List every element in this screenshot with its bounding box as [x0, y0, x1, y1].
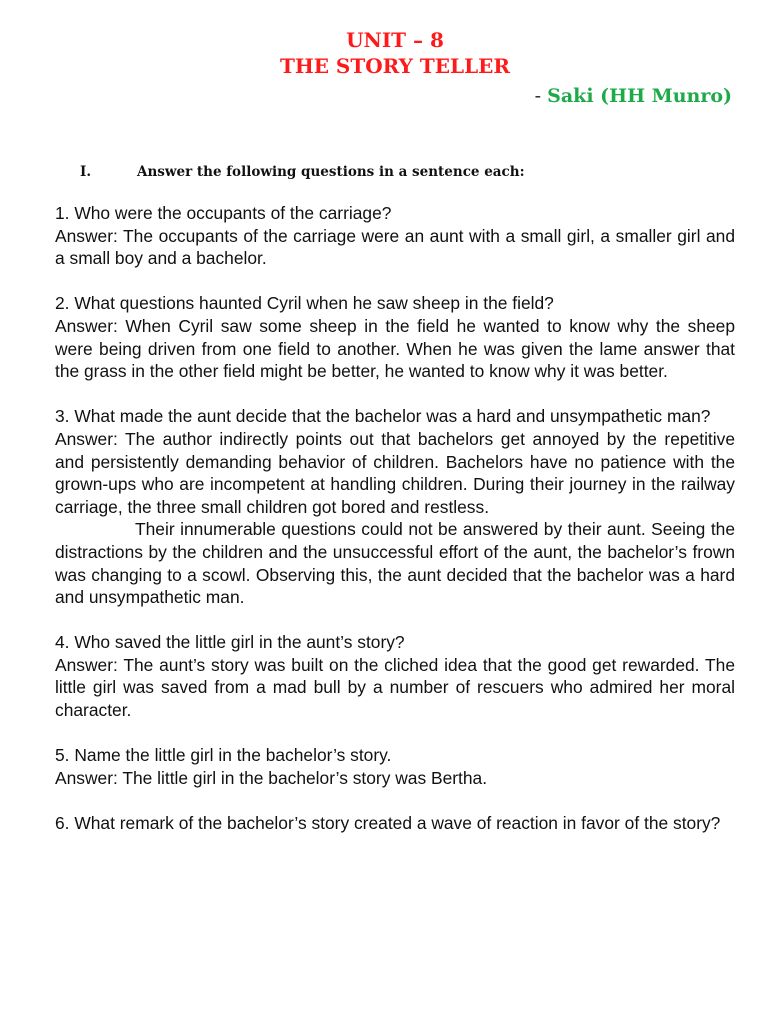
question-1: 1. Who were the occupants of the carriage? — [55, 203, 392, 223]
question-5: 5. Name the little girl in the bachelor’s story. — [55, 745, 392, 766]
section-number: I. — [80, 164, 92, 180]
author-dash: - — [534, 85, 542, 107]
question-2: 2. What questions haunted Cyril when he saw sheep in the field? — [55, 293, 554, 314]
qa-item-5 — [55, 744, 735, 789]
answer-2: Answer: When Cyril saw some sheep in the field he wanted to know why the sheep were being driven from one field to another. When he was given the lame answer that the grass in the other field might be better, he wanted to know why it was better. — [55, 315, 735, 382]
question-3: 3. What made the aunt decide that the bachelor was a hard and unsympathetic man? — [55, 406, 711, 427]
answer-1: Answer: The occupants of the carriage were an aunt with a small girl, a smaller girl and a small boy and a bachelor. — [55, 225, 735, 269]
story-title: THE STORY TELLER — [279, 54, 511, 78]
answer-3-continued: Their innumerable questions could not be answered by their aunt. Seeing the distractions by the children and the unsuccessful effort of the aunt, the bachelor’s frown was changing to a scowl. Observing this, the aunt decided that the bachelor was a hard and unsympathetic man. — [55, 519, 735, 608]
section-instruction: Answer the following questions in a sentence each: — [137, 164, 525, 180]
answer-5: Answer: The little girl in the bachelor’s story was Bertha. — [55, 767, 488, 788]
author-name: Saki (HH Munro) — [547, 85, 732, 107]
question-4: 4. Who saved the little girl in the aunt’s story? — [55, 632, 405, 653]
qa-item-1 — [55, 202, 735, 270]
qa-item-4 — [55, 631, 735, 721]
answer-3: Answer: The author indirectly points out that bachelors get annoyed by the repetitive and persistently demanding behavior of children. Bachelors have no patience with the grown-ups who are incompetent at handling children. During their journey in the railway carriage, the three small children got bored and restless. — [55, 428, 735, 517]
qa-item-2 — [55, 292, 735, 382]
question-6: 6. What remark of the bachelor’s story created a wave of reaction in favor of the story? — [55, 813, 721, 834]
author-line — [535, 84, 732, 108]
unit-heading: UNIT – 8 — [346, 28, 444, 52]
qa-item-3 — [55, 405, 735, 608]
qa-list — [55, 202, 735, 857]
qa-item-6 — [55, 812, 735, 835]
answer-4: Answer: The aunt’s story was built on the cliched idea that the good get rewarded. The little girl was saved from a mad bull by a number of rescuers who admired her moral character. — [55, 654, 735, 721]
